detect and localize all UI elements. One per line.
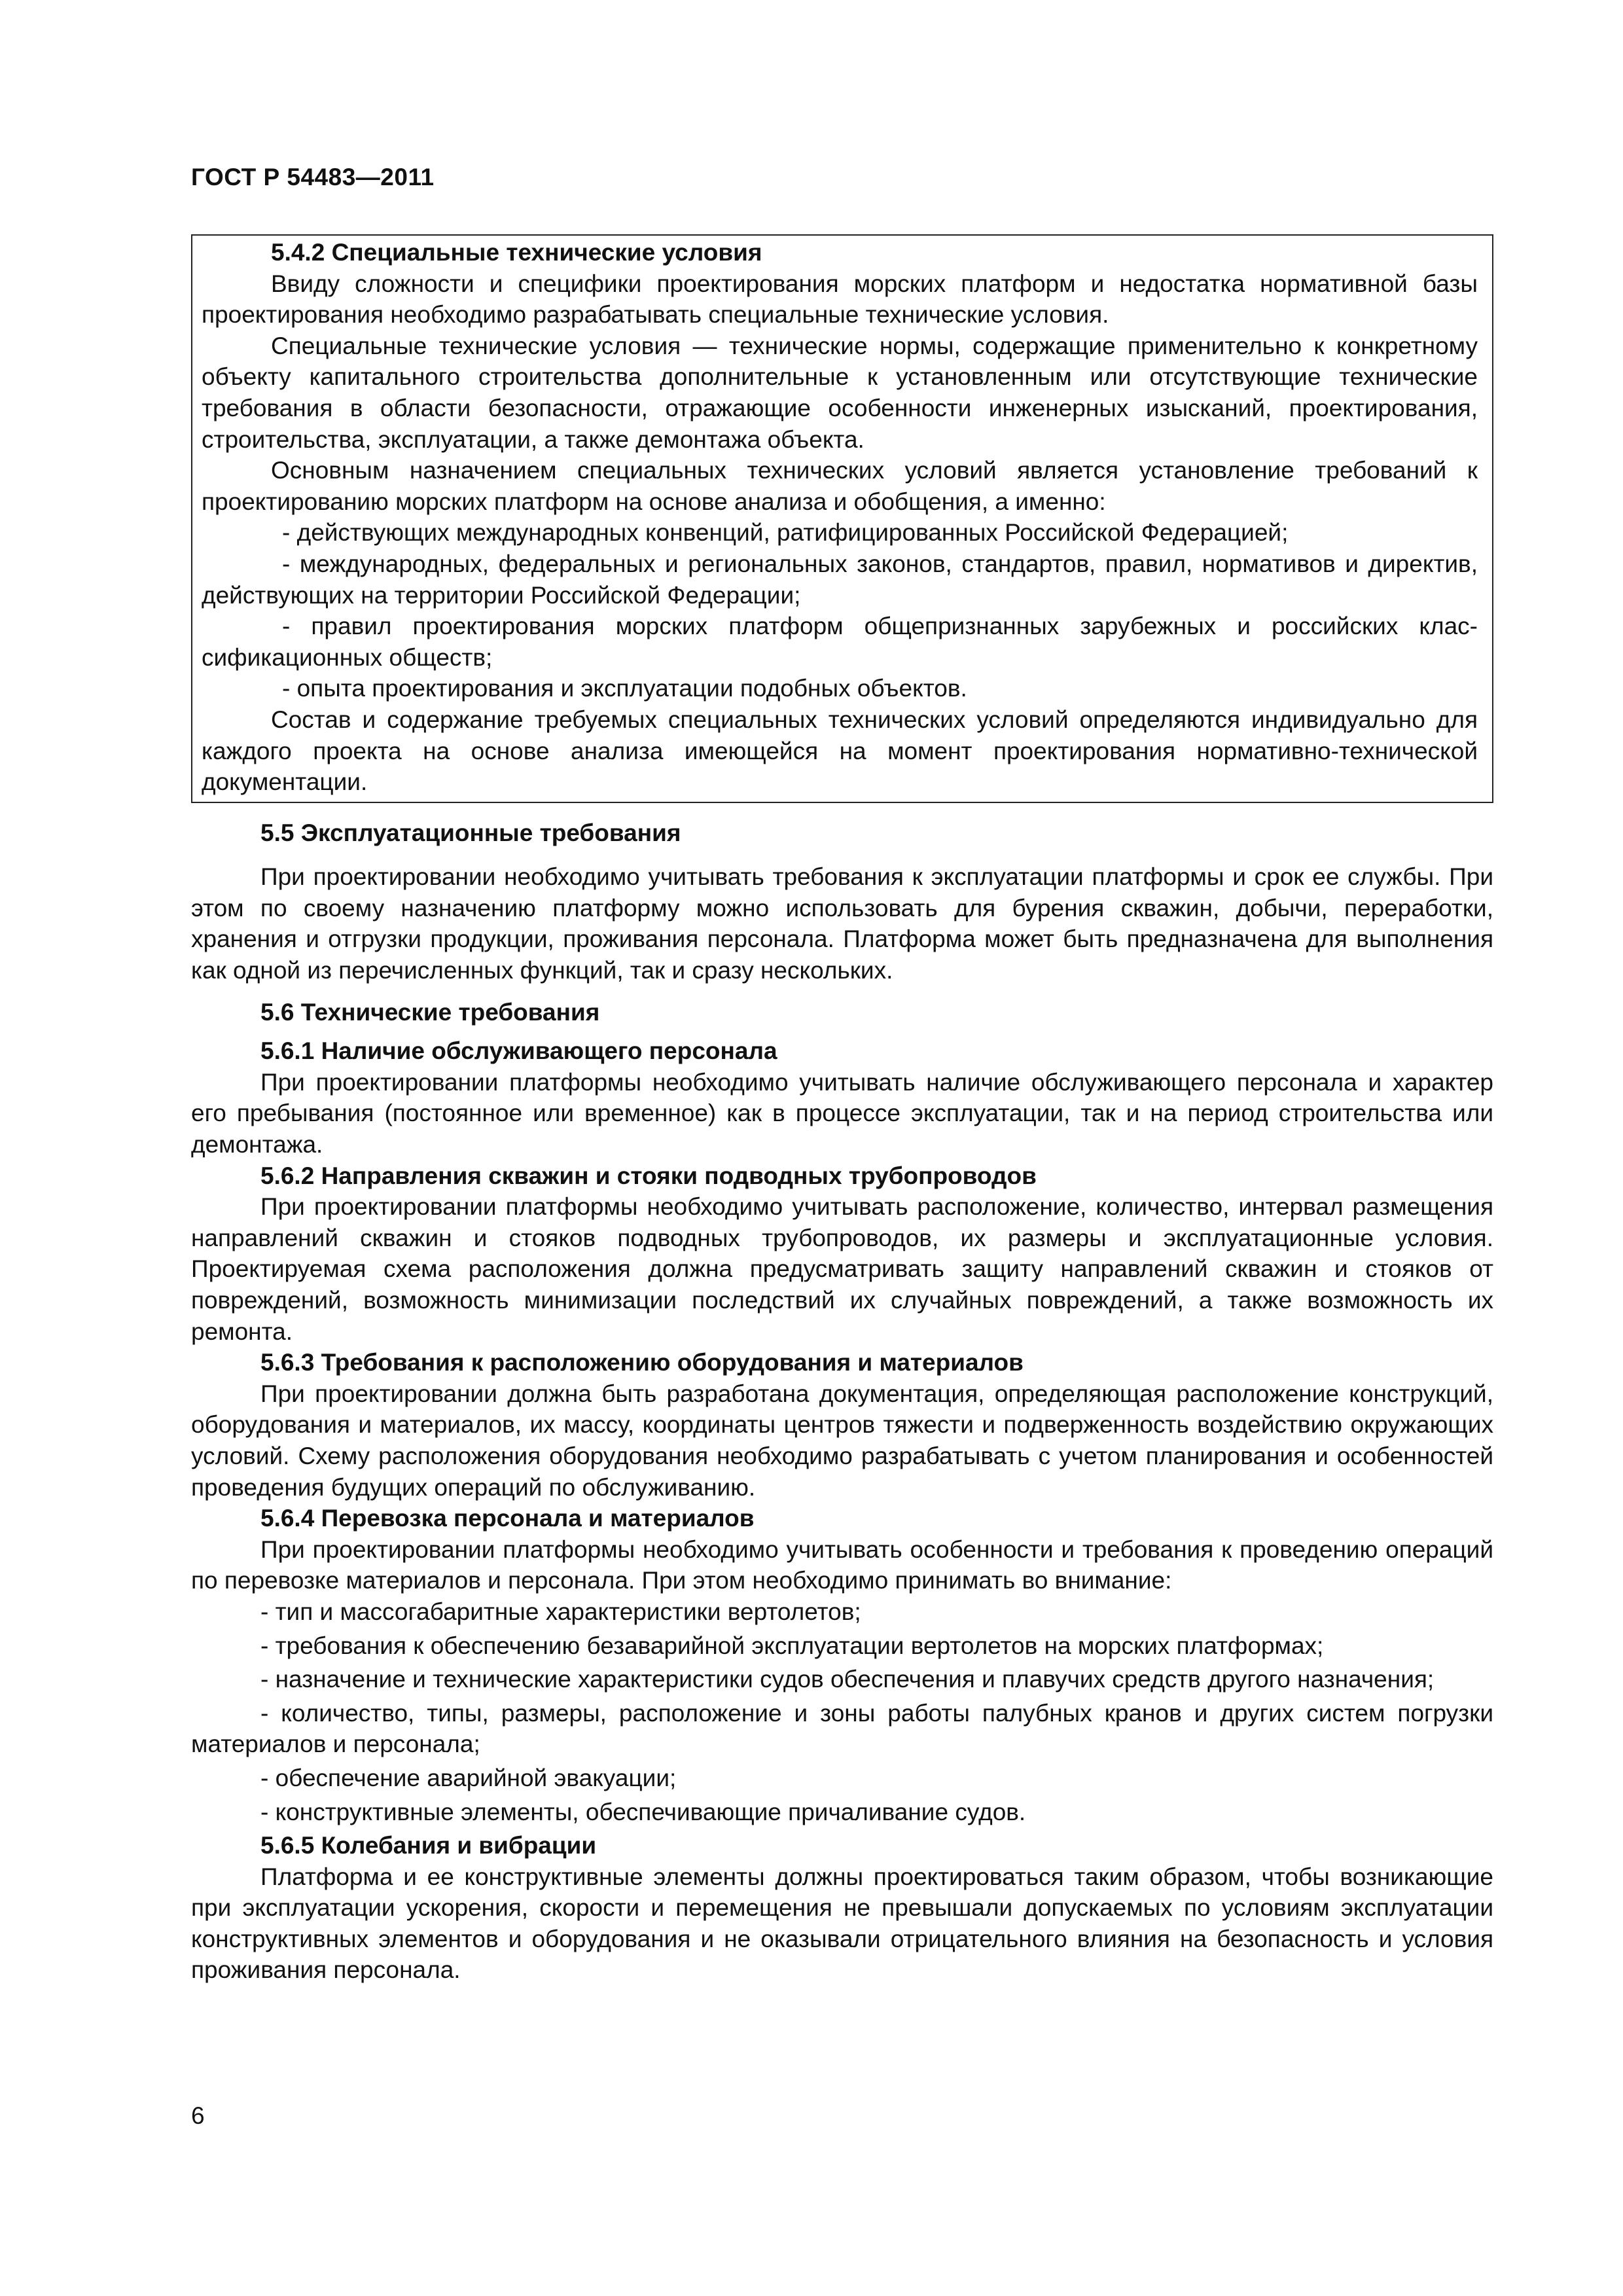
section-heading-5-4-2: 5.4.2 Специальные технические условия <box>271 239 762 266</box>
paragraph: Ввиду сложности и специфики проектирования морских платформ и недостатка нормативной базы проектирования необходимо разрабатывать специальные технические условия. <box>202 270 1478 329</box>
paragraph: Платформа и ее конструктивные элементы должны проектироваться таким образом, чтобы возникающие при эксплуатации ускорения, скорости и перемещения не превышали допускаемых по условиям эксплуатации конструктивных элементов и оборудования и не оказывали отрицательного влияния на безопасность и условия проживания персонала. <box>191 1863 1493 1984</box>
list-item: - международных, федеральных и региональных законов, стандартов, правил, нормативов и директив, действующих на территории Российской Федерации; <box>202 550 1478 609</box>
section-heading-5-6: 5.6 Технические требования <box>260 998 600 1026</box>
list-item: - действующих международных конвенций, ратифицированных Российской Федерацией; <box>282 519 1289 547</box>
section-heading-5-6-2: 5.6.2 Направления скважин и стояки подводных трубопроводов <box>260 1162 1037 1189</box>
list-item: - количество, типы, размеры, расположение и зоны работы палубных кранов и других систем погрузки материалов и персонала; <box>191 1699 1493 1758</box>
list-item: - конструктивные элементы, обеспечивающие причаливание судов. <box>260 1798 1026 1825</box>
paragraph: При проектировании необходимо учитывать требования к эксплуатации платформы и срок ее службы. При этом по своему назначению платформу можно использовать для бурения скважин, добычи, переработки, хранения и отгрузки продукции, проживания персонала. Платформа может быть предназначена для выполнения как одной из перечисленных функций, так и сразу нескольких. <box>191 863 1493 984</box>
paragraph: При проектировании платформы необходимо учитывать наличие обслуживающего персонала и характер его пребывания (постоянное или временное) как в процессе эксплуатации, так и на период строительства или демонтажа. <box>191 1068 1493 1158</box>
document-header: ГОСТ Р 54483—2011 <box>191 164 435 190</box>
list-item: - требования к обеспечению безаварийной эксплуатации вертолетов на морских платформах; <box>260 1632 1324 1659</box>
section-heading-5-6-4: 5.6.4 Перевозка персонала и материалов <box>260 1505 755 1532</box>
page-number: 6 <box>191 2102 205 2129</box>
boxed-section-5-4-2 <box>191 234 1493 803</box>
paragraph: При проектировании платформы необходимо учитывать расположение, количество, интервал размещения направлений скважин и стояков подводных трубопроводов, их размеры и эксплуатационные условия. Проектируемая схема расположения должна предусматривать защиту направлений скважин и стояков от повреждений, возможность минимизации последствий их случайных повреждений, а также возможность их ремонта. <box>191 1193 1493 1345</box>
list-item: - тип и массогабаритные характеристики вертолетов; <box>260 1598 861 1625</box>
list-item: - обеспечение аварийной эвакуации; <box>260 1764 677 1791</box>
list-item: - опыта проектирования и эксплуатации подобных объектов. <box>282 675 967 702</box>
section-heading-5-6-5: 5.6.5 Колебания и вибрации <box>260 1832 597 1859</box>
paragraph: Основным назначением специальных технических условий является установление требований к проектированию морских платформ на основе анализа и обобщения, а именно: <box>202 457 1478 515</box>
list-item: - правил проектирования морских платформ общепризнанных зарубежных и российских классификационных обществ; <box>202 613 1478 671</box>
list-item: - назначение и технические характеристики судов обеспечения и плавучих средств другого назначения; <box>260 1666 1435 1693</box>
section-heading-5-5: 5.5 Эксплуатационные требования <box>260 819 681 846</box>
section-heading-5-6-1: 5.6.1 Наличие обслуживающего персонала <box>260 1037 777 1065</box>
page-content <box>191 234 1493 1986</box>
paragraph: Состав и содержание требуемых специальных технических условий определяются индивидуально для каждого проекта на основе анализа имеющейся на момент проектирования нормативно-технической документации. <box>202 706 1478 796</box>
section-heading-5-6-3: 5.6.3 Требования к расположению оборудования и материалов <box>260 1349 1024 1376</box>
paragraph: При проектировании платформы необходимо учитывать особенности и требования к проведению операций по перевозке материалов и персонала. При этом необходимо принимать во внимание: <box>191 1535 1493 1594</box>
paragraph: При проектировании должна быть разработана документация, определяющая расположение конструкций, оборудования и материалов, их массу, координаты центров тяжести и подверженность воздействию окружающих условий. Схему расположения оборудования необходимо разрабатывать с учетом планирования и особенностей проведения будущих операций по обслуживанию. <box>191 1380 1493 1501</box>
paragraph: Специальные технические условия — технические нормы, содержащие применительно к конкретному объекту капитального строительства дополнительные к установленным или отсутствующие технические требования в области безопасности, отражающие особенности инженерных изысканий, проектирования, строительства, эксплуатации, а также демонтажа объекта. <box>202 332 1478 453</box>
